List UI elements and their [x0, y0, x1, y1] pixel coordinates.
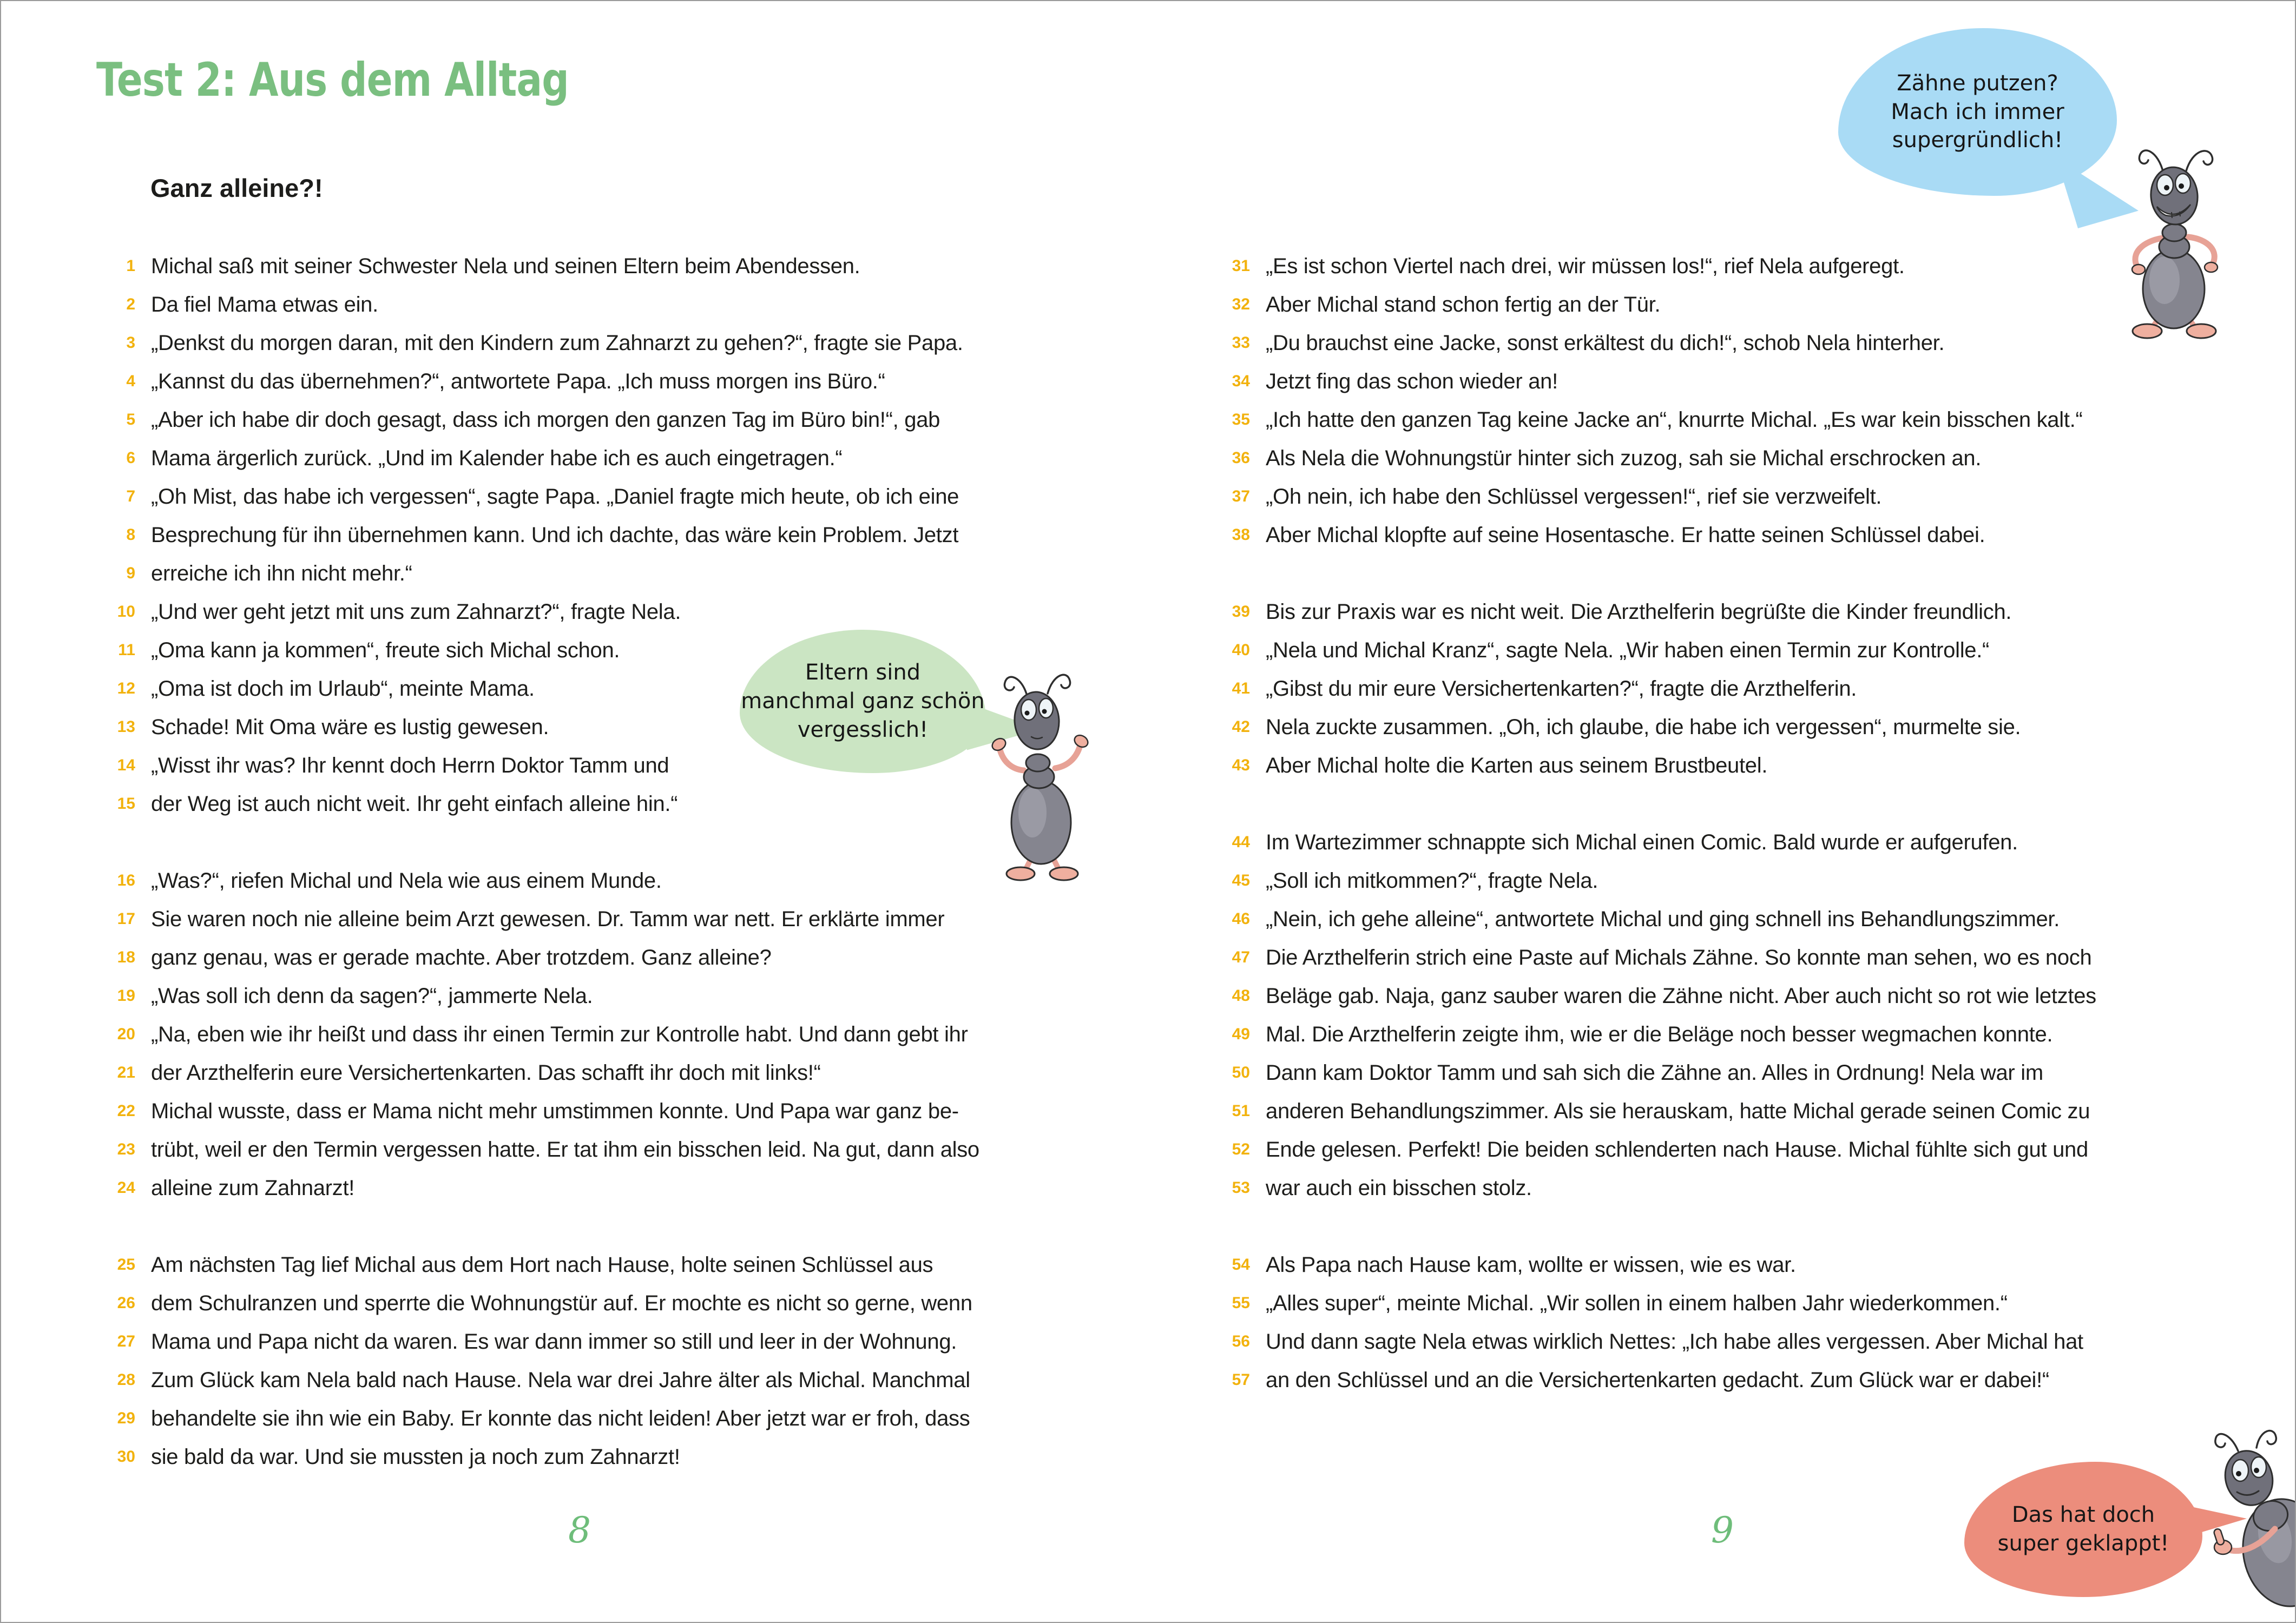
- text-line: [83, 516, 958, 555]
- line-number: 7: [126, 487, 135, 505]
- line-number: 3: [126, 334, 135, 352]
- line-number: 30: [117, 1448, 135, 1466]
- line-number: 50: [1232, 1064, 1250, 1081]
- line-text: „Es ist schon Viertel nach drei, wir müssen los!“, rief Nela aufgeregt.: [1266, 254, 1905, 278]
- line-number: 16: [117, 872, 135, 889]
- text-line: [1198, 516, 1985, 555]
- speech-bubble-text: [741, 658, 984, 744]
- line-number: 38: [1232, 526, 1250, 544]
- line-text: Nela zuckte zusammen. „Oh, ich glaube, die habe ich vergessen“, murmelte sie.: [1266, 715, 2021, 739]
- line-number: 57: [1232, 1371, 1250, 1389]
- line-number: 52: [1232, 1140, 1250, 1158]
- text-line: [83, 1169, 354, 1208]
- line-number: 5: [126, 411, 135, 428]
- line-number: 19: [117, 987, 135, 1005]
- text-line: [1198, 439, 1981, 478]
- text-line: [83, 670, 535, 708]
- line-text: der Arzthelferin eure Versichertenkarten. Das schafft ihr doch mit links!“: [151, 1060, 821, 1085]
- text-line: [1198, 823, 2018, 862]
- text-line: [83, 1092, 959, 1131]
- text-line: [83, 401, 940, 439]
- line-text: Beläge gab. Naja, ganz sauber waren die Zähne nicht. Aber auch nicht so rot wie letztes: [1266, 984, 2096, 1008]
- line-number: 37: [1232, 487, 1250, 505]
- line-text: „Du brauchst eine Jacke, sonst erkältest du dich!“, schob Nela hinterher.: [1266, 331, 1945, 355]
- bubble-text-line: Das hat doch: [2011, 1502, 2155, 1528]
- line-text: Und dann sagte Nela etwas wirklich Nettes: „Ich habe alles vergessen. Aber Michal hat: [1266, 1329, 2083, 1354]
- line-text: Aber Michal klopfte auf seine Hosentasche. Er hatte seinen Schlüssel dabei.: [1266, 523, 1985, 547]
- line-text: „Gibst du mir eure Versichertenkarten?“, fragte die Arzthelferin.: [1266, 676, 1857, 701]
- line-number: 47: [1232, 948, 1250, 966]
- text-line: [1198, 593, 2011, 631]
- line-text: Dann kam Doktor Tamm und sah sich die Zähne an. Alles in Ordnung! Nela war im: [1266, 1060, 2043, 1085]
- line-text: Sie waren noch nie alleine beim Arzt gewesen. Dr. Tamm war nett. Er erklärte immer: [151, 907, 945, 931]
- line-text: erreiche ich ihn nicht mehr.“: [151, 561, 412, 585]
- line-number: 17: [117, 910, 135, 928]
- line-text: „Aber ich habe dir doch gesagt, dass ich morgen den ganzen Tag im Büro bin!“, gab: [151, 407, 940, 432]
- line-number: 11: [118, 641, 135, 659]
- text-line: [83, 1361, 970, 1400]
- page-number-right: 9: [1711, 1509, 1734, 1551]
- line-text: Am nächsten Tag lief Michal aus dem Hort nach Hause, holte seinen Schlüssel aus: [151, 1252, 933, 1277]
- line-number: 10: [117, 603, 135, 621]
- text-line: [1198, 670, 1857, 708]
- line-number: 18: [117, 948, 135, 966]
- text-line: [1198, 362, 1558, 401]
- text-line: [83, 286, 378, 324]
- line-text: war auch ein bisschen stolz.: [1266, 1176, 1532, 1200]
- line-text: Michal saß mit seiner Schwester Nela und seinen Eltern beim Abendessen.: [151, 254, 860, 278]
- line-text: Als Nela die Wohnungstür hinter sich zuzog, sah sie Michal erschrocken an.: [1266, 446, 1982, 470]
- line-number: 34: [1232, 372, 1250, 390]
- line-number: 46: [1232, 910, 1250, 928]
- line-text: Ende gelesen. Perfekt! Die beiden schlenderten nach Hause. Michal fühlte sich gut und: [1266, 1137, 2088, 1162]
- line-number: 15: [117, 795, 135, 813]
- line-number: 24: [117, 1179, 135, 1197]
- text-line: [83, 1323, 957, 1361]
- line-text: alleine zum Zahnarzt!: [151, 1176, 355, 1200]
- speech-bubble-toothbrush: [1838, 28, 2117, 196]
- line-text: „Denkst du morgen daran, mit den Kindern zum Zahnarzt zu gehen?“, fragte sie Papa.: [151, 331, 963, 355]
- text-line: [83, 1400, 970, 1438]
- text-line: [83, 555, 412, 593]
- line-number: 43: [1232, 756, 1250, 774]
- text-line: [1198, 1246, 1796, 1284]
- line-text: „Alles super“, meinte Michal. „Wir sollen in einem halben Jahr wiederkommen.“: [1266, 1291, 2008, 1315]
- line-text: Mama und Papa nicht da waren. Es war dann immer so still und leer in der Wohnung.: [151, 1329, 957, 1354]
- text-line: [1198, 286, 1660, 324]
- bubble-text-line: manchmal ganz schön: [741, 689, 985, 714]
- line-text: Als Papa nach Hause kam, wollte er wissen, wie es war.: [1266, 1252, 1796, 1277]
- text-line: [83, 900, 944, 939]
- line-text: „Wisst ihr was? Ihr kennt doch Herrn Doktor Tamm und: [151, 753, 669, 777]
- bubble-text-line: super geklappt!: [1997, 1531, 2169, 1556]
- line-number: 41: [1232, 679, 1250, 697]
- line-number: 51: [1232, 1102, 1250, 1120]
- text-line: [83, 747, 669, 785]
- line-number: 2: [126, 295, 135, 313]
- story-title: Ganz alleine?!: [150, 174, 323, 202]
- text-line: [83, 862, 662, 900]
- text-line: [83, 939, 772, 977]
- line-number: 45: [1232, 872, 1250, 889]
- line-text: „Nela und Michal Kranz“, sagte Nela. „Wir haben einen Termin zur Kontrolle.“: [1266, 638, 1990, 662]
- line-number: 54: [1232, 1256, 1250, 1274]
- line-text: trübt, weil er den Termin vergessen hatte. Er tat ihm ein bisschen leid. Na gut, dann also: [151, 1137, 979, 1162]
- ant-character-thumbs-up: [2194, 1423, 2296, 1623]
- line-number: 20: [117, 1025, 135, 1043]
- text-line: [1198, 631, 1989, 670]
- line-number: 27: [117, 1332, 135, 1350]
- line-text: Im Wartezimmer schnappte sich Michal einen Comic. Bald wurde er aufgerufen.: [1266, 830, 2018, 854]
- line-number: 42: [1232, 718, 1250, 736]
- line-number: 48: [1232, 987, 1250, 1005]
- text-line: [1198, 324, 1944, 362]
- line-number: 56: [1232, 1332, 1250, 1350]
- line-number: 40: [1232, 641, 1250, 659]
- line-text: der Weg ist auch nicht weit. Ihr geht einfach alleine hin.“: [151, 791, 678, 816]
- text-line: [1198, 1323, 2083, 1361]
- text-line: [83, 631, 620, 670]
- text-line: [83, 1131, 979, 1169]
- line-number: 55: [1232, 1294, 1250, 1312]
- text-line: [83, 593, 681, 631]
- line-number: 44: [1232, 833, 1250, 851]
- line-number: 23: [117, 1140, 135, 1158]
- text-line: [1198, 939, 2091, 977]
- line-number: 33: [1232, 334, 1250, 352]
- ant-character-hands-on-hips: [2100, 130, 2243, 342]
- line-text: ganz genau, was er gerade machte. Aber trotzdem. Ganz alleine?: [151, 945, 772, 969]
- text-line: [83, 708, 549, 747]
- line-text: behandelte sie ihn wie ein Baby. Er konnte das nicht leiden! Aber jetzt war er froh, dass: [151, 1406, 970, 1430]
- text-line: [1198, 1131, 2088, 1169]
- text-line: [1198, 1092, 2090, 1131]
- text-line: [1198, 862, 1598, 900]
- text-line: [1198, 1054, 2043, 1092]
- line-number: 25: [117, 1256, 135, 1274]
- line-text: Besprechung für ihn übernehmen kann. Und ich dachte, das wäre kein Problem. Jetzt: [151, 523, 959, 547]
- speech-bubble-well-done: [1964, 1462, 2202, 1597]
- line-text: „Na, eben wie ihr heißt und dass ihr einen Termin zur Kontrolle habt. Und dann gebt ihr: [151, 1022, 968, 1046]
- bubble-text-line: Mach ich immer: [1891, 99, 2064, 124]
- line-number: 21: [117, 1064, 135, 1081]
- line-text: „Oma kann ja kommen“, freute sich Michal schon.: [151, 638, 620, 662]
- line-text: Jetzt fing das schon wieder an!: [1266, 369, 1558, 393]
- line-number: 29: [117, 1409, 135, 1427]
- line-number: 28: [117, 1371, 135, 1389]
- page-number-left: 8: [568, 1509, 591, 1551]
- line-text: „Oh nein, ich habe den Schlüssel vergessen!“, rief sie verzweifelt.: [1266, 484, 1882, 509]
- text-line: [83, 247, 860, 286]
- ant-character-shrugging: [974, 662, 1109, 883]
- line-text: „Ich hatte den ganzen Tag keine Jacke an“, knurrte Michal. „Es war kein bisschen kalt.“: [1266, 407, 2083, 432]
- line-text: „Kannst du das übernehmen?“, antwortete Papa. „Ich muss morgen ins Büro.“: [151, 369, 885, 393]
- text-line: [83, 977, 593, 1015]
- line-number: 36: [1232, 449, 1250, 467]
- bubble-text-line: supergründlich!: [1892, 128, 2063, 153]
- line-number: 1: [126, 257, 135, 275]
- line-number: 31: [1232, 257, 1250, 275]
- line-text: Schade! Mit Oma wäre es lustig gewesen.: [151, 715, 549, 739]
- bubble-text-line: Zähne putzen?: [1897, 70, 2058, 96]
- text-line: [1198, 747, 1767, 785]
- text-line: [83, 439, 842, 478]
- line-number: 14: [117, 756, 135, 774]
- line-text: sie bald da war. Und sie mussten ja noch zum Zahnarzt!: [151, 1444, 680, 1469]
- line-text: „Was soll ich denn da sagen?“, jammerte Nela.: [151, 984, 593, 1008]
- line-number: 6: [126, 449, 135, 467]
- line-text: Michal wusste, dass er Mama nicht mehr umstimmen konnte. Und Papa war ganz be-: [151, 1099, 959, 1123]
- line-number: 35: [1232, 411, 1250, 428]
- line-text: „Nein, ich gehe alleine“, antwortete Michal und ging schnell ins Behandlungszimmer.: [1266, 907, 2060, 931]
- text-line: [83, 1246, 933, 1284]
- line-text: Die Arzthelferin strich eine Paste auf Michals Zähne. So konnte man sehen, wo es noch: [1266, 945, 2092, 969]
- text-line: [83, 1015, 968, 1054]
- bubble-text-line: vergesslich!: [797, 717, 929, 742]
- line-text: „Oma ist doch im Urlaub“, meinte Mama.: [151, 676, 535, 701]
- line-number: 49: [1232, 1025, 1250, 1043]
- line-number: 4: [126, 372, 135, 390]
- line-text: Zum Glück kam Nela bald nach Hause. Nela war drei Jahre älter als Michal. Manchmal: [151, 1368, 970, 1392]
- line-number: 8: [126, 526, 135, 544]
- line-text: „Oh Mist, das habe ich vergessen“, sagte Papa. „Daniel fragte mich heute, ob ich eine: [151, 484, 959, 509]
- text-line: [1198, 977, 2096, 1015]
- line-number: 39: [1232, 603, 1250, 621]
- text-line: [1198, 478, 1881, 516]
- line-number: 13: [117, 718, 135, 736]
- line-text: „Was?“, riefen Michal und Nela wie aus einem Munde.: [151, 868, 662, 893]
- line-text: Mal. Die Arzthelferin zeigte ihm, wie er die Beläge noch besser wegmachen konnte.: [1266, 1022, 2053, 1046]
- text-line: [1198, 708, 2021, 747]
- line-text: dem Schulranzen und sperrte die Wohnungstür auf. Er mochte es nicht so gerne, wenn: [151, 1291, 972, 1315]
- speech-bubble-text: [1891, 69, 2064, 155]
- line-text: anderen Behandlungszimmer. Als sie herauskam, hatte Michal gerade seinen Comic zu: [1266, 1099, 2090, 1123]
- line-number: 9: [126, 564, 135, 582]
- bubble-text-line: Eltern sind: [805, 660, 921, 685]
- page-title: Test 2: Aus dem Alltag: [96, 53, 569, 107]
- line-text: Mama ärgerlich zurück. „Und im Kalender habe ich es auch eingetragen.“: [151, 446, 843, 470]
- line-number: 53: [1232, 1179, 1250, 1197]
- line-text: Aber Michal holte die Karten aus seinem Brustbeutel.: [1266, 753, 1768, 777]
- line-number: 12: [117, 679, 135, 697]
- text-line: [1198, 1284, 2008, 1323]
- text-line: [83, 1438, 680, 1476]
- text-line: [83, 1054, 821, 1092]
- text-line: [83, 478, 959, 516]
- line-text: Aber Michal stand schon fertig an der Tür.: [1266, 292, 1661, 316]
- text-line: [1198, 401, 2083, 439]
- text-line: [1198, 247, 1905, 286]
- text-line: [1198, 1015, 2052, 1054]
- line-number: 32: [1232, 295, 1250, 313]
- text-line: [83, 785, 677, 823]
- line-text: „Und wer geht jetzt mit uns zum Zahnarzt?“, fragte Nela.: [151, 599, 681, 624]
- line-text: „Soll ich mitkommen?“, fragte Nela.: [1266, 868, 1598, 893]
- text-line: [83, 1284, 972, 1323]
- text-line: [1198, 1169, 1532, 1208]
- text-line: [83, 324, 963, 362]
- line-text: an den Schlüssel und an die Versichertenkarten gedacht. Zum Glück war er dabei!“: [1266, 1368, 2049, 1392]
- speech-bubble-text: [1998, 1501, 2169, 1558]
- line-number: 26: [117, 1294, 135, 1312]
- line-text: Bis zur Praxis war es nicht weit. Die Arzthelferin begrüßte die Kinder freundlich.: [1266, 599, 2012, 624]
- text-line: [1198, 1361, 2049, 1400]
- text-line: [83, 362, 885, 401]
- line-number: 22: [117, 1102, 135, 1120]
- speech-bubble-forgetful-parents: [740, 630, 986, 773]
- line-text: Da fiel Mama etwas ein.: [151, 292, 378, 316]
- text-line: [1198, 900, 2060, 939]
